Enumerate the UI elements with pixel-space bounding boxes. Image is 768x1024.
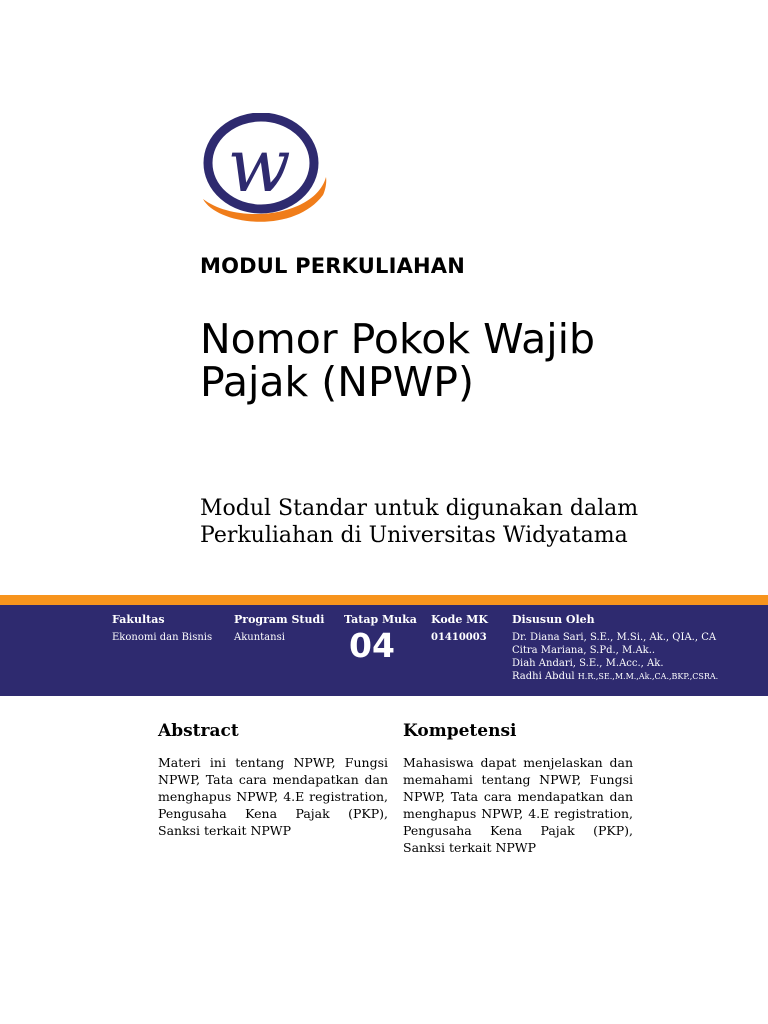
program-studi-column bbox=[234, 613, 324, 644]
program-studi-label: Program Studi bbox=[234, 613, 325, 626]
author-2: Citra Mariana, S.Pd., M.Ak.. bbox=[512, 645, 656, 656]
title-line-1: Nomor Pokok Wajib bbox=[200, 315, 596, 363]
title-line-2: Pajak (NPWP) bbox=[200, 358, 474, 406]
orange-divider bbox=[0, 595, 768, 605]
author-4-name: Radhi Abdul bbox=[512, 671, 575, 682]
kompetensi-text: Mahasiswa dapat menjelaskan dan memahami tentang NPWP, Fungsi NPWP, Tata cara mendapatkan dan menghapus NPWP, 4.E registration, Pengusaha Kena Pajak (PKP), Sanksi terkait NPWP bbox=[403, 755, 633, 855]
tatap-muka-column bbox=[344, 613, 417, 663]
author-1: Dr. Diana Sari, S.E., M.Si., Ak., QIA., CA bbox=[512, 632, 717, 643]
page-title bbox=[200, 315, 720, 406]
module-label: MODUL PERKULIAHAN bbox=[200, 254, 466, 278]
tatap-muka-number: 04 bbox=[349, 626, 395, 665]
kompetensi-heading: Kompetensi bbox=[403, 721, 517, 741]
fakultas-label: Fakultas bbox=[112, 613, 165, 626]
fakultas-column bbox=[112, 613, 212, 644]
author-4-degree: H.R.,SE.,M.M.,Ak.,CA.,BKP.,CSRA. bbox=[577, 672, 719, 681]
kode-mk-column bbox=[431, 613, 488, 644]
subtitle-line-2: Perkuliahan di Universitas Widyatama bbox=[200, 523, 628, 548]
disusun-oleh-column bbox=[512, 613, 718, 683]
subtitle bbox=[200, 495, 720, 549]
course-info-band bbox=[0, 605, 768, 696]
disusun-oleh-label: Disusun Oleh bbox=[512, 613, 595, 626]
fakultas-value: Ekonomi dan Bisnis bbox=[112, 632, 213, 643]
abstract-text: Materi ini tentang NPWP, Fungsi NPWP, Tata cara mendapatkan dan menghapus NPWP, 4.E registration, Pengusaha Kena Pajak (PKP), Sanksi terkait NPWP bbox=[158, 755, 388, 838]
kode-mk-label: Kode MK bbox=[431, 613, 488, 626]
subtitle-line-1: Modul Standar untuk digunakan dalam bbox=[200, 496, 639, 521]
kode-mk-value: 01410003 bbox=[431, 632, 487, 643]
abstract-heading: Abstract bbox=[158, 721, 239, 741]
author-3: Diah Andari, S.E., M.Acc., Ak. bbox=[512, 658, 664, 669]
author-4 bbox=[512, 670, 718, 683]
program-studi-value: Akuntansi bbox=[234, 632, 285, 643]
w-logo-icon bbox=[197, 113, 330, 233]
svg-text:w: w bbox=[227, 123, 291, 209]
tatap-muka-label: Tatap Muka bbox=[344, 613, 417, 626]
